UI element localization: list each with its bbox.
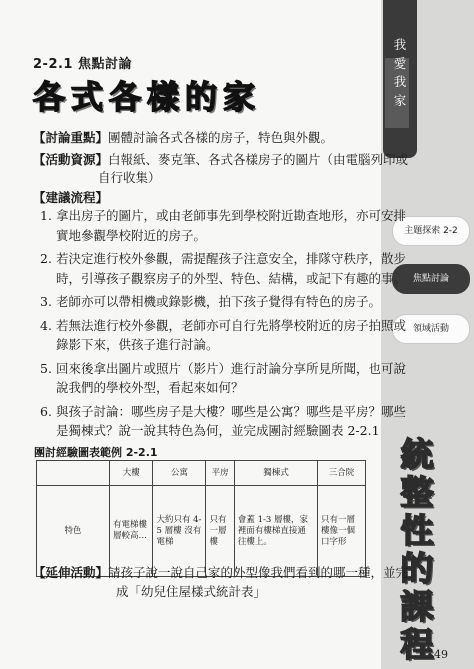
process-label: 【建議流程】 [33,190,109,205]
nav-pill-focus-discussion[interactable]: 焦點討論 [392,264,470,294]
nav-pill-theme-explore[interactable]: 主題探索 2-2 [392,216,470,246]
discussion-focus [33,128,333,148]
page-number: 49 [434,648,448,661]
table-row-label: 特色 [37,486,110,577]
table-header-row [37,461,366,486]
discussion-focus-label: 【討論重點】 [33,130,109,145]
table-header-cell: 三合院 [318,461,366,486]
table-cell: 只有一層樓 [206,486,234,577]
table-cell: 有電梯樓層較高… [110,486,153,577]
process-step: 1. 拿出房子的圖片，或由老師事先到學校附近勘查地形，亦可安排 實地參觀學校附近的房子。 [40,208,407,243]
table-header-cell: 公寓 [153,461,206,486]
process-step: 5. 回來後拿出圖片或照片（影片）進行討論分享所見所聞，也可說 說我們的學校外型，看起來如何？ [40,360,407,395]
process-step: 4. 若無法進行校外參觀，老師亦可自行先將學校附近的房子拍照或 錄影下來，供孩子進行討論。 [40,317,407,352]
activity-resources [33,150,408,170]
extension-activity-line1: 請孩子說一說自己家的外型像我們看到的哪一種，並完 [108,565,409,580]
table-cell: 大約只有 4-5 層樓 沒有電梯 [153,486,206,577]
table-caption: 團討經驗圖表範例 2-2.1 [34,446,158,459]
table-header-cell: 大樓 [110,461,153,486]
process-step: 3. 老師亦可以帶相機或錄影機，拍下孩子覺得有特色的房子。 [40,294,382,309]
chapter-tab-label: 我愛我家 [393,37,407,108]
vertical-course-title: 統整性的課程 [400,435,434,664]
extension-activity-label: 【延伸活動】 [33,565,109,580]
table-cell: 會蓋 1-3 層樓，家裡面有樓梯直接通往樓上。 [234,486,317,577]
extension-activity [33,563,408,583]
activity-resources-label: 【活動資源】 [33,152,109,167]
table-header-cell: 獨棟式 [234,461,317,486]
table-cell: 只有一層樓像一個口字形 [318,486,366,577]
process-step: 6. 與孩子討論：哪些房子是大樓？哪些是公寓？哪些是平房？哪些 是獨棟式？說一說其特色為何，並完成團討經驗圖表 2-2.1 [40,403,407,438]
process-step: 2. 若決定進行校外參觀，需提醒孩子注意安全，排隊守秩序，散步 時，引導孩子觀察房子的外型、特色、結構，或記下有趣的事。 [40,251,407,286]
table-header-cell: 平房 [206,461,234,486]
table-header-cell [37,461,110,486]
extension-activity-line2: 成「幼兒住屋樣式統計表」 [116,584,267,599]
discussion-focus-text: 團體討論各式各樣的房子，特色與外觀。 [108,130,334,145]
section-number: 2-2.1 焦點討論 [33,57,132,72]
nav-pill-domain-activity[interactable]: 領域活動 [392,314,470,344]
process-steps [40,206,407,445]
page-title: 各式各樣的家 [33,78,262,116]
activity-resources-line1: 白報紙、麥克筆、各式各樣房子的圖片（由電腦列印或 [108,152,409,167]
activity-resources-line2: 自行收集） [98,170,161,185]
discussion-chart-table [36,460,366,577]
